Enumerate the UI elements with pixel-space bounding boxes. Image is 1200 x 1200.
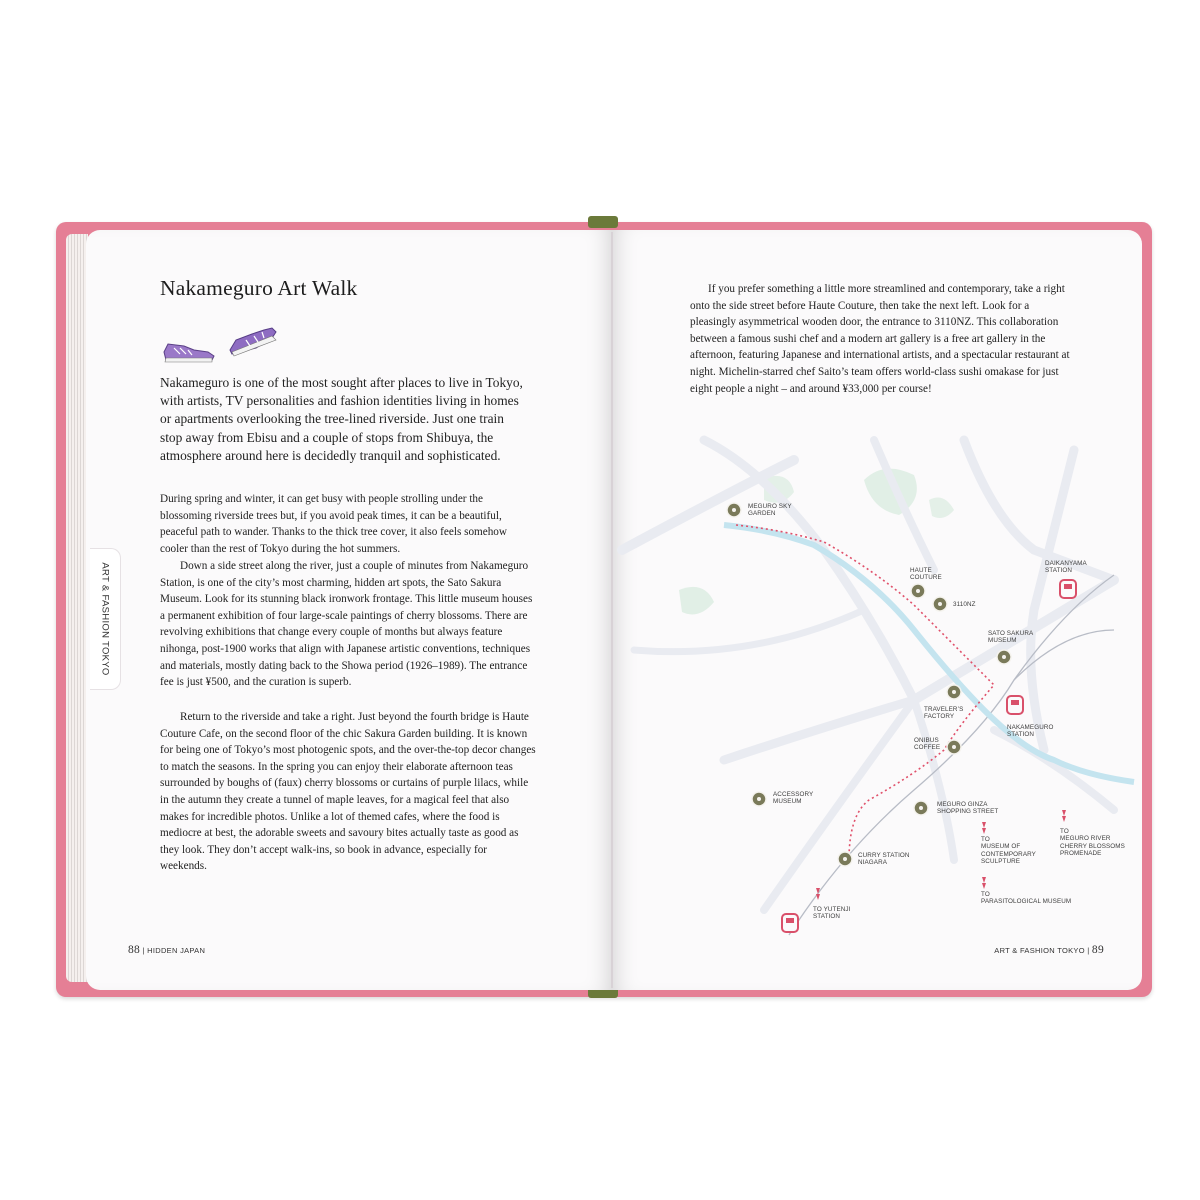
arrow-down-icon bbox=[982, 822, 986, 834]
right-paragraph: If you prefer something a little more streamlined and contemporary, take a right onto the side street before Haute Couture, then take the next left. Look for a pleasingly asymmetrical wooden door, the entrance to 3110NZ. This collaboration between a famous sushi chef and a modern art gallery is a free art gallery in the afternoon, featuring Japanese and international artists, and a spectacular restaurant at night. Michelin-starred chef Saito’s team offers world-class sushi omakase for just eight people a night – and around ¥33,000 per course! bbox=[690, 283, 1070, 395]
folio-label-right: ART & FASHION TOKYO bbox=[994, 946, 1085, 955]
map-label-contemporary-sculpture: TO MUSEUM OF CONTEMPORARY SCULPTURE bbox=[981, 836, 1036, 866]
map-label-haute-couture: HAUTE COUTURE bbox=[910, 567, 942, 582]
page-title: Nakameguro Art Walk bbox=[160, 276, 358, 300]
neighbourhood-map bbox=[614, 430, 1142, 950]
section-tab bbox=[90, 548, 121, 690]
map-label-curry-station: CURRY STATION NIAGARA bbox=[858, 852, 910, 867]
road bbox=[994, 730, 1114, 810]
map-label-yutenji: TO YUTENJI STATION bbox=[813, 906, 851, 921]
station-icon-nakameguro bbox=[1007, 696, 1023, 714]
station-icon-yutenji bbox=[782, 914, 798, 932]
map-label-meguro-sky-garden: MEGURO SKY GARDEN bbox=[748, 503, 792, 518]
folio-divider: | bbox=[142, 946, 148, 955]
map-label-meguro-ginza: MEGURO GINZA SHOPPING STREET bbox=[937, 801, 999, 816]
folio-divider: | bbox=[1087, 946, 1092, 955]
road bbox=[964, 440, 1114, 580]
lead-paragraph: Nakameguro is one of the most sought after places to live in Tokyo, with artists, TV personalities and fashion identities living in homes or apartments overlooking the tree-lined riverside. Just one train stop away from Ebisu and a couple of stops from Shibuya, the atmosphere around here is decidedly tranquil and sophisticated. bbox=[160, 375, 523, 463]
map-label-meguro-river: TO MEGURO RIVER CHERRY BLOSSOMS PROMENADE bbox=[1060, 828, 1125, 858]
section-tab-label: ART & FASHION TOKYO bbox=[99, 562, 111, 676]
sneaker-right-icon bbox=[230, 328, 276, 356]
arrow-down-icon bbox=[982, 877, 986, 889]
map-label-onibus: ONIBUS COFFEE bbox=[914, 737, 941, 752]
map-label-sato-sakura: SATO SAKURA MUSEUM bbox=[988, 630, 1034, 645]
body-paragraph-1: During spring and winter, it can get busy with people strolling under the blossoming riverside trees but, if you avoid peak times, it can be a beautiful, peaceful path to wander. Thanks to the thick tree cover, it also feels somehow cooler than the rest of Tokyo during the hot summers. bbox=[160, 493, 507, 555]
bookmark-ribbon bbox=[588, 216, 618, 228]
folio-label-left: HIDDEN JAPAN bbox=[147, 946, 206, 955]
road bbox=[724, 700, 914, 760]
sneakers-illustration bbox=[160, 322, 280, 370]
arrow-down-icon bbox=[816, 888, 820, 900]
body-paragraph-2: Down a side street along the river, just a couple of minutes from Nakameguro Station, is one of the city’s most charming, hidden art spots, the Sato Sakura Museum. Look for its stunning black ironwork frontage. This little museum houses a permanent exhibition of four large-scale paintings of cherry blossoms. There are revolving exhibitions that change every couple of months but always feature nihonga, post-1900 works that align with Japanese artistic conventions, techniques and materials, mostly dating back to the Showa period (1926–1989). The entrance fee is just ¥500, and the curation is superb. bbox=[160, 560, 533, 689]
road bbox=[1031, 450, 1074, 750]
page-edges bbox=[66, 234, 88, 982]
arrow-down-icon bbox=[1062, 810, 1066, 822]
folio-right bbox=[994, 944, 1104, 956]
page-number-right: 89 bbox=[1091, 944, 1104, 956]
page-number-left: 88 bbox=[128, 944, 141, 956]
map-label-daikanyama: DAIKANYAMA STATION bbox=[1045, 560, 1087, 575]
park-area bbox=[679, 587, 714, 615]
map-label-accessory: ACCESSORY MUSEUM bbox=[773, 791, 814, 806]
station-icon-daikanyama bbox=[1060, 580, 1076, 598]
map-label-parasitological: TO PARASITOLOGICAL MUSEUM bbox=[981, 891, 1072, 906]
sneaker-left-icon bbox=[164, 344, 214, 362]
road bbox=[914, 700, 954, 860]
rail-line bbox=[789, 575, 1114, 935]
map-label-3110nz: 3110NZ bbox=[953, 601, 976, 608]
book-gutter bbox=[611, 232, 613, 988]
folio-left bbox=[128, 944, 205, 956]
map-label-travelers-factory: TRAVELER’S FACTORY bbox=[924, 706, 964, 721]
map-label-nakameguro: NAKAMEGURO STATION bbox=[1007, 724, 1054, 739]
body-paragraph-3: Return to the riverside and take a right. Just beyond the fourth bridge is Haute Couture Cafe, on the second floor of the chic Sakura Garden building. It is known for being one of Tokyo’s most photogenic spots, and the over-the-top decor changes to match the seasons. In the spring you can enjoy their elaborate afternoon teas surrounded by boughs of (faux) cherry blossoms or curtains of purple lilacs, while in the autumn they create a tunnel of maple leaves, for a magical feel that also makes for incredible photos. Unlike a lot of themed cafes, where the food is mediocre at best, the adorable sweets and savoury bites actually taste as good as they look. They don’t accept walk-ins, so book in advance, especially for weekends. bbox=[160, 711, 536, 873]
road bbox=[634, 610, 864, 652]
park-area bbox=[929, 498, 954, 518]
